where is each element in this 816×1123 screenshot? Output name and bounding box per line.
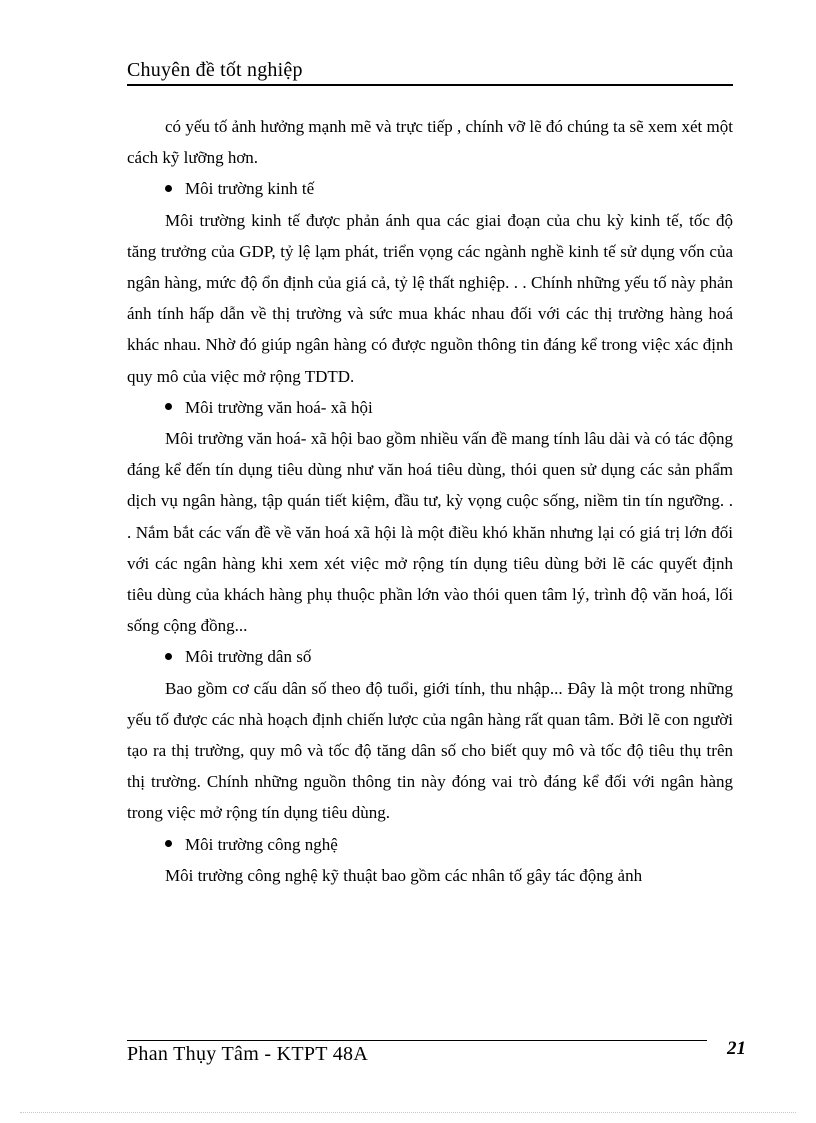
document-body bbox=[127, 111, 733, 891]
bullet-cultural-environment bbox=[127, 392, 733, 423]
bullet-technology-environment bbox=[127, 829, 733, 860]
bullet-dot-icon bbox=[165, 185, 172, 192]
bullet-dot-icon bbox=[165, 403, 172, 410]
page-number: 21 bbox=[727, 1038, 746, 1059]
paragraph-cultural: Môi trường văn hoá- xã hội bao gồm nhiều vấn đề mang tính lâu dài và có tác động đáng kể đến tín dụng tiêu dùng như văn hoá tiêu dùng, thói quen sử dụng các sản phẩm dịch vụ ngân hàng, tập quán tiết kiệm, đầu tư, kỳ vọng cuộc sống, niềm tin tín ngưỡng. . . Nắm bắt các vấn đề về văn hoá xã hội là một điều khó khăn nhưng lại có giá trị lớn đối với các ngân hàng khi xem xét việc mở rộng tín dụng tiêu dùng bởi lẽ các quyết định tiêu dùng của khách hàng phụ thuộc phần lớn vào thói quen tâm lý, trình độ văn hoá, lối sống cộng đồng... bbox=[127, 429, 733, 636]
bullet-dot-icon bbox=[165, 840, 172, 847]
paragraph-intro: có yếu tố ảnh hưởng mạnh mẽ và trực tiếp , chính vỡ lẽ đó chúng ta sẽ xem xét một cách kỹ lưỡng hơn. bbox=[127, 117, 733, 168]
paragraph-technology: Môi trường công nghệ kỹ thuật bao gồm các nhân tố gây tác động ảnh bbox=[165, 865, 643, 885]
header-divider bbox=[127, 84, 733, 86]
bullet-population-environment bbox=[127, 641, 733, 672]
page-bottom-border bbox=[20, 1112, 796, 1113]
paragraph-economic: Môi trường kinh tế được phản ánh qua các giai đoạn của chu kỳ kinh tế, tốc độ tăng trưởng của GDP, tỷ lệ lạm phát, triển vọng các ngành nghề kinh tế sử dụng vốn của ngân hàng, mức độ ổn định của giá cả, tỷ lệ thất nghiệp. . . Chính những yếu tố này phản ánh tính hấp dẫn về thị trường và sức mua khác nhau đối với các thị trường hàng hoá khác nhau. Nhờ đó giúp ngân hàng có được nguồn thông tin đáng kể trong việc xác định quy mô của việc mở rộng TDTD. bbox=[127, 210, 733, 386]
bullet-label: Môi trường công nghệ bbox=[185, 834, 338, 854]
bullet-label: Môi trường dân số bbox=[185, 647, 312, 667]
bullet-label: Môi trường văn hoá- xã hội bbox=[185, 397, 373, 417]
footer-author: Phan Thụy Tâm - KTPT 48A bbox=[127, 1043, 369, 1065]
page-header-title: Chuyên đề tốt nghiệp bbox=[127, 59, 303, 81]
bullet-label: Môi trường kinh tế bbox=[185, 179, 315, 199]
bullet-dot-icon bbox=[165, 653, 172, 660]
paragraph-population: Bao gồm cơ cấu dân số theo độ tuổi, giới tính, thu nhập... Đây là một trong những yếu tố được các nhà hoạch định chiến lược của ngân hàng rất quan tâm. Bởi lẽ con người tạo ra thị trường, quy mô và tốc độ tăng dân số cho biết quy mô và tốc độ tiêu thụ trên thị trường. Chính những nguồn thông tin này đóng vai trò đáng kể đối với ngân hàng trong việc mở rộng tín dụng tiêu dùng. bbox=[127, 678, 733, 823]
bullet-economic-environment bbox=[127, 173, 733, 204]
